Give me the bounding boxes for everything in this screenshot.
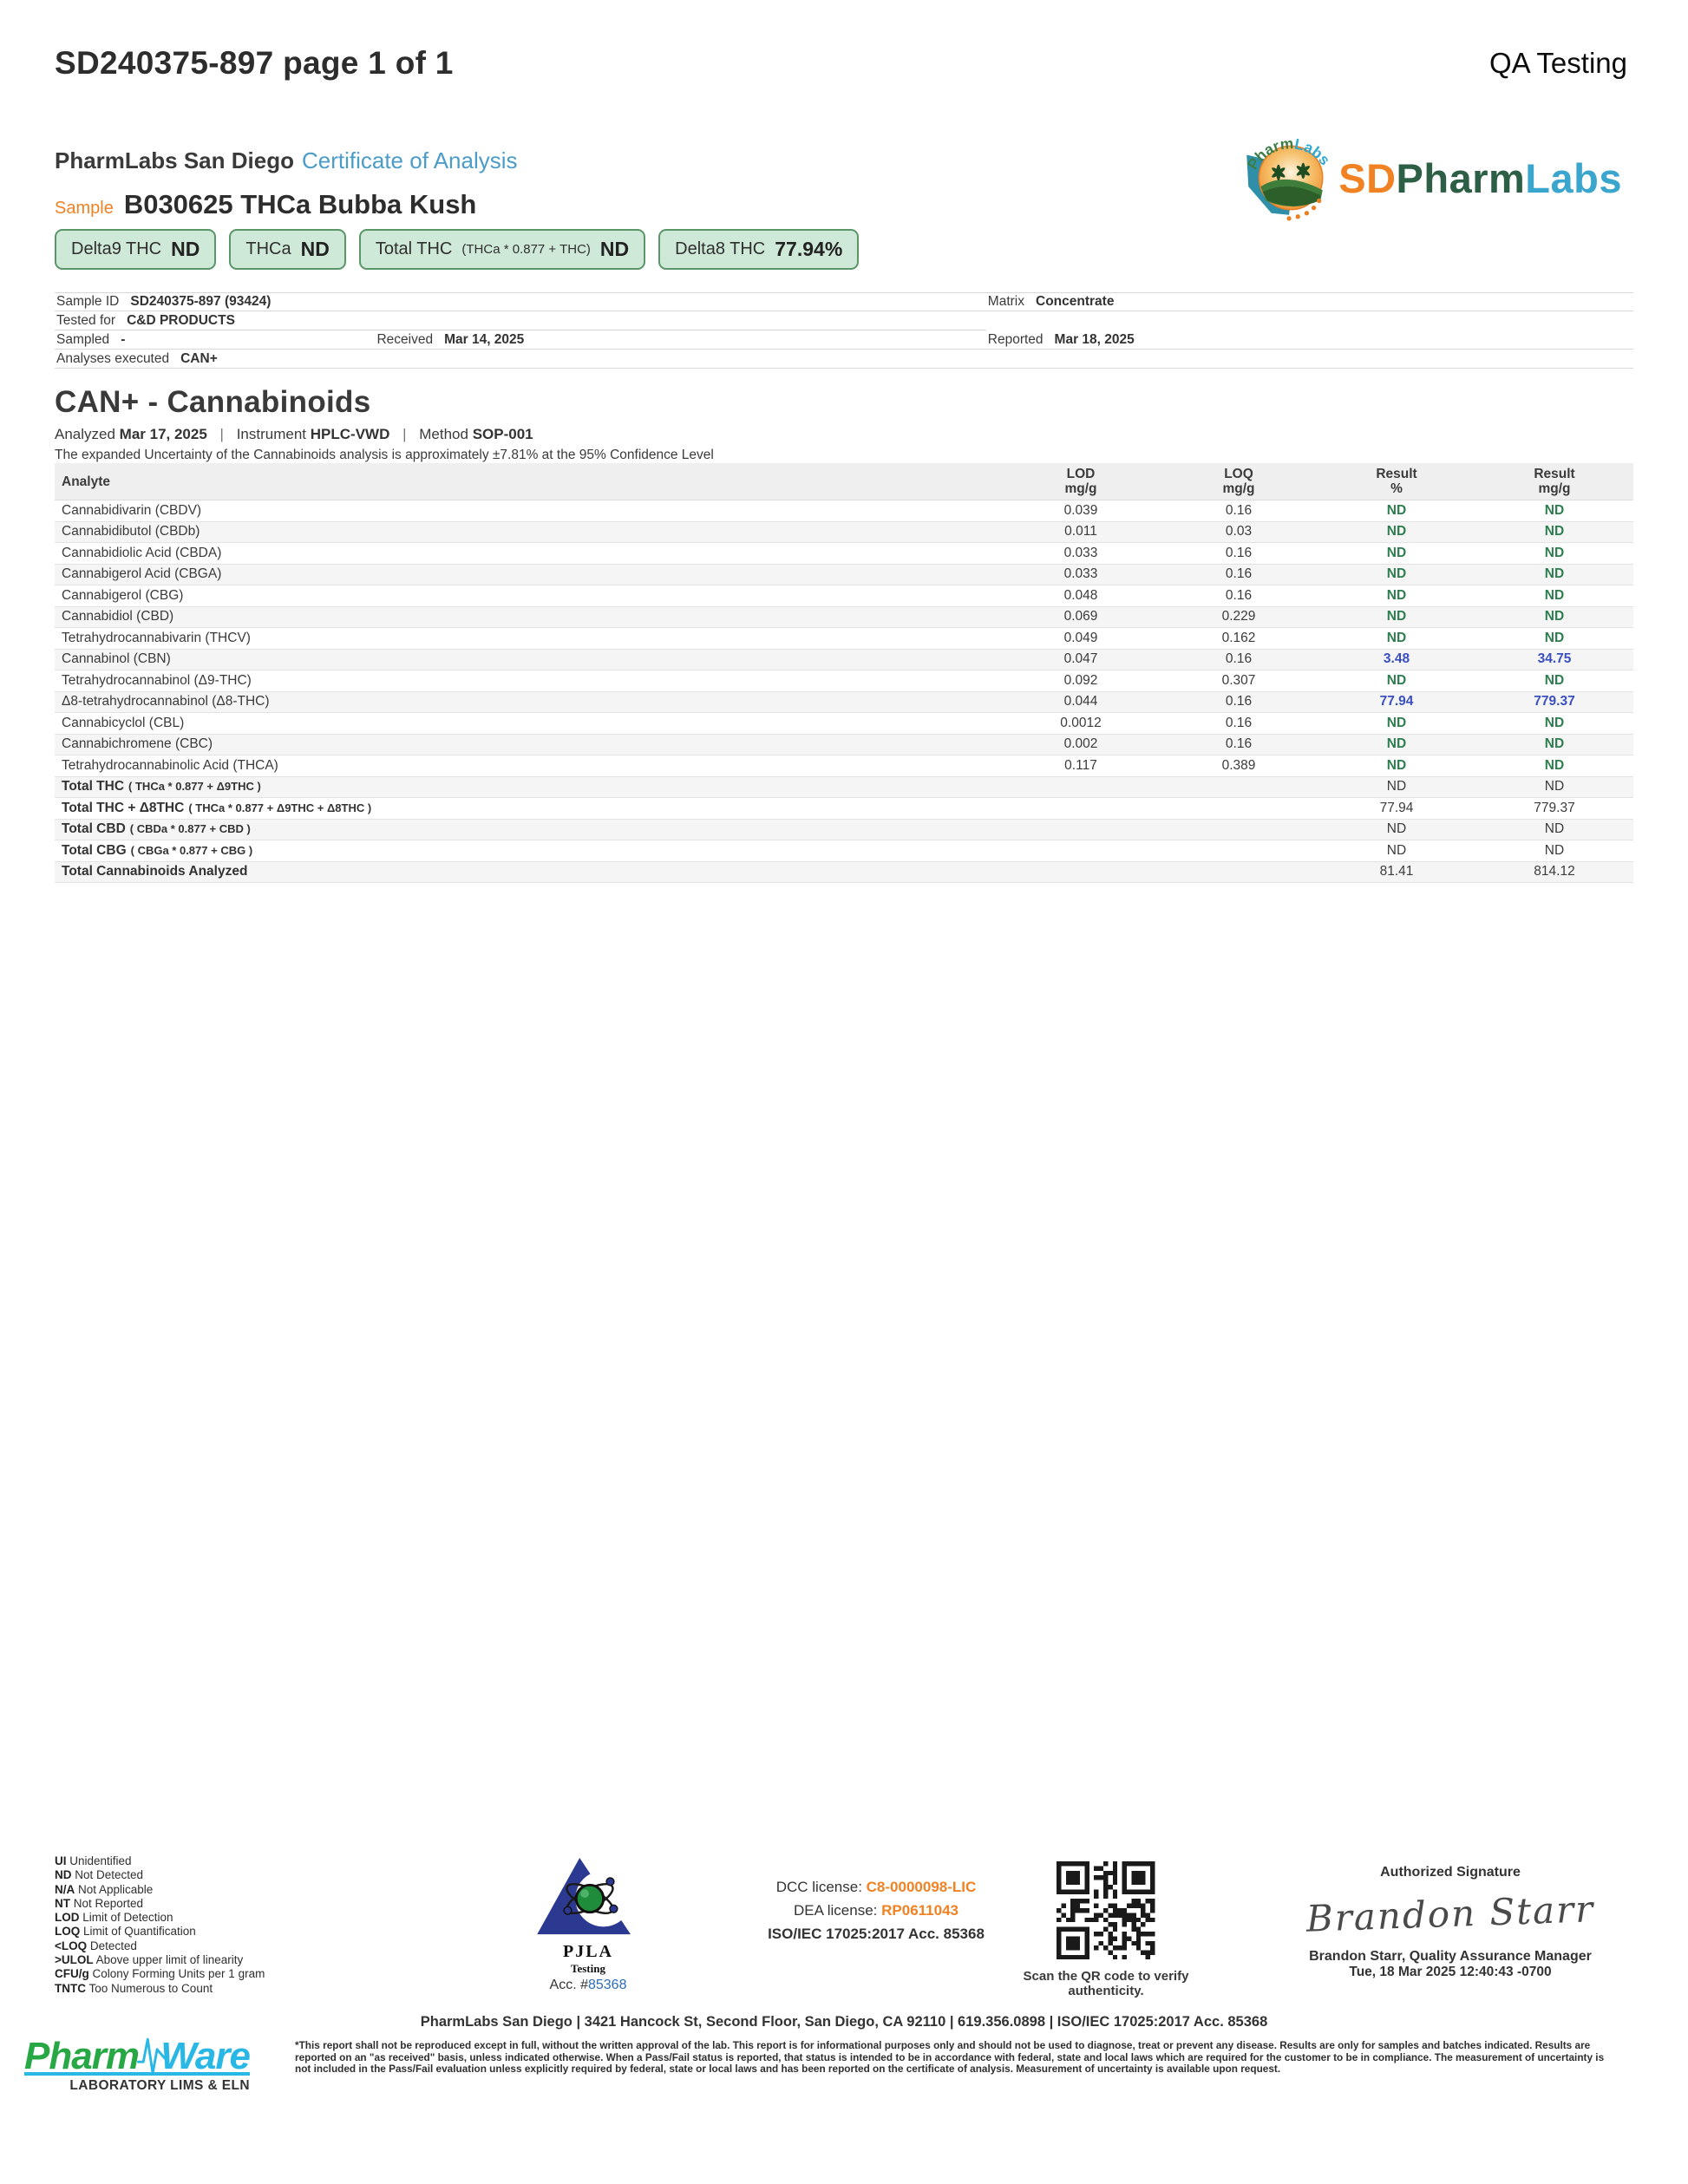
table-row — [55, 819, 1633, 840]
analyte-cell: Cannabidibutol (CBDb) — [62, 524, 200, 539]
loq-cell: 0.307 — [1221, 672, 1256, 688]
table-row — [55, 755, 1633, 777]
section-title: CAN+ - Cannabinoids — [55, 385, 371, 419]
matrix-cell: Matrix Concentrate — [986, 292, 1633, 311]
result-mgg-cell: ND — [1544, 609, 1565, 624]
analyte-cell: Δ8-tetrahydrocannabinol (Δ8-THC) — [62, 694, 270, 709]
result-mgg-cell: ND — [1544, 630, 1565, 645]
result-pct-cell: 81.41 — [1379, 864, 1414, 879]
table-row — [55, 585, 1633, 607]
table-row — [55, 649, 1633, 670]
dcc-license: DCC license: C8-0000098-LIC — [775, 1879, 977, 1895]
doc-type: Certificate of Analysis — [301, 147, 518, 173]
result-mgg-cell: ND — [1544, 524, 1565, 539]
meta-row — [55, 330, 1633, 350]
signature-datetime: Tue, 18 Mar 2025 12:40:43 -0700 — [1349, 1965, 1552, 1979]
uncertainty-note: The expanded Uncertainty of the Cannabinoids analysis is approximately ±7.81% at the 95% Confidence Level — [55, 448, 714, 462]
authorized-signature-label: Authorized Signature — [1380, 1865, 1521, 1880]
lod-cell — [1002, 798, 1160, 820]
analyte-cell: Total THC ( THCa * 0.877 + Δ9THC ) — [62, 779, 261, 794]
loq-cell — [1160, 840, 1318, 862]
lod-cell: 0.092 — [1063, 672, 1098, 688]
result-mgg-cell: ND — [1544, 821, 1565, 837]
result-pct-cell: ND — [1386, 779, 1407, 794]
table-row — [55, 713, 1633, 735]
badge-value: 77.94% — [775, 238, 843, 260]
result-pct-cell: 77.94 — [1379, 800, 1414, 815]
badge-label: Delta8 THC — [675, 239, 766, 258]
loq-cell — [1160, 798, 1318, 820]
lod-cell: 0.049 — [1063, 630, 1098, 645]
result-pct-cell: ND — [1386, 587, 1407, 603]
table-row — [55, 606, 1633, 628]
result-pct-cell: ND — [1386, 609, 1407, 624]
table-row — [55, 691, 1633, 713]
sample-name: B030625 THCa Bubba Kush — [123, 189, 477, 219]
header — [55, 45, 1627, 82]
tested-for-cell: Tested for C&D PRODUCTS — [55, 311, 986, 330]
result-mgg-cell: 34.75 — [1537, 651, 1572, 667]
result-mgg-cell: ND — [1544, 715, 1565, 730]
meta-row — [55, 350, 1633, 369]
analyte-cell: Total Cannabinoids Analyzed — [62, 864, 248, 879]
analyte-cell: Cannabigerol (CBG) — [62, 587, 184, 603]
legend-item: LOD Limit of Detection — [55, 1911, 173, 1925]
badge-value: ND — [171, 238, 200, 260]
table-row — [55, 564, 1633, 585]
result-pct-cell: ND — [1386, 566, 1407, 582]
result-mgg-cell: ND — [1544, 842, 1565, 858]
qr-section — [998, 1861, 1214, 1998]
col-lod: LOD mg/g — [1002, 463, 1160, 500]
result-mgg-cell: ND — [1544, 672, 1565, 688]
result-mgg-cell: ND — [1544, 736, 1565, 752]
analyte-cell: Tetrahydrocannabivarin (THCV) — [62, 630, 251, 645]
analyte-cell: Cannabidiolic Acid (CBDA) — [62, 545, 222, 560]
lod-cell: 0.069 — [1063, 609, 1098, 624]
table-row — [55, 734, 1633, 755]
loq-cell: 0.162 — [1221, 630, 1256, 645]
lab-address-line: PharmLabs San Diego | 3421 Hancock St, Second Floor, San Diego, CA 92110 | 619.356.0898 | ISO/IEC 17025:2017 Acc. 85368 — [420, 2014, 1268, 2030]
result-pct-cell: 3.48 — [1383, 651, 1410, 667]
badge-value: ND — [300, 238, 330, 260]
result-pct-cell: ND — [1386, 524, 1407, 539]
lod-cell: 0.044 — [1063, 694, 1098, 709]
analyses-cell: Analyses executed CAN+ — [55, 350, 1633, 369]
loq-cell: 0.16 — [1225, 694, 1253, 709]
analyte-cell: Tetrahydrocannabinolic Acid (THCA) — [62, 757, 278, 773]
table-row — [55, 500, 1633, 522]
analyte-cell: Cannabigerol Acid (CBGA) — [62, 566, 222, 582]
result-pct-cell: ND — [1386, 821, 1407, 837]
loq-cell: 0.16 — [1225, 715, 1253, 730]
report-disclaimer: *This report shall not be reproduced except in full, without the written approval of the lab. This report is for informational purposes only and should not be used to diagnose, treat or prevent any disease. Results are only for samples and batches indicated. Results are reported on an "as received" basis, unless indicated otherwise. When a Pass/Fail status is reported, that status is intended to be in accordance with federal, state and local laws which are required for the customer to be in compliance. The measurement of uncertainty is not included in the Pass/Fail evaluation unless explicitly required by federal, state or local laws and has been reported on the certificate of analysis. Measurement of uncertainty is available upon request. — [295, 2039, 1605, 2076]
result-pct-cell: ND — [1386, 715, 1407, 730]
analyte-cell: Total THC + Δ8THC ( THCa * 0.877 + Δ9THC + Δ8THC ) — [62, 800, 372, 815]
signer-name-title: Brandon Starr, Quality Assurance Manager — [1309, 1949, 1592, 1964]
legend-item: TNTC Too Numerous to Count — [55, 1981, 213, 1995]
result-pct-cell: 77.94 — [1379, 694, 1414, 709]
loq-cell: 0.16 — [1225, 587, 1253, 603]
result-pct-cell: ND — [1386, 630, 1407, 645]
result-mgg-cell: 814.12 — [1534, 864, 1575, 879]
lod-cell — [1002, 819, 1160, 840]
legend-item: LOQ Limit of Quantification — [55, 1925, 196, 1939]
legend-item: <LOQ Detected — [55, 1939, 137, 1952]
col-loq: LOQ mg/g — [1160, 463, 1318, 500]
result-mgg-cell: ND — [1544, 545, 1565, 560]
section-subline: Analyzed Mar 17, 2025 | Instrument HPLC-VWD | Method SOP-001 — [55, 426, 533, 442]
table-row — [55, 798, 1633, 820]
lod-cell: 0.033 — [1063, 566, 1098, 582]
lod-cell: 0.002 — [1063, 736, 1098, 752]
lod-cell: 0.011 — [1064, 524, 1097, 539]
loq-cell: 0.389 — [1221, 757, 1256, 773]
badge-delta8-thc — [658, 229, 859, 270]
loq-cell: 0.03 — [1225, 524, 1253, 539]
pharmware-subtitle: LABORATORY LIMS & ELN — [69, 2078, 250, 2093]
loq-cell — [1160, 861, 1318, 883]
table-row — [55, 861, 1633, 883]
table-row — [55, 521, 1633, 543]
sample-id-cell: Sample ID SD240375-897 (93424) — [55, 292, 986, 311]
sdpharmlabs-logo — [1236, 128, 1622, 227]
col-result-mgg: Result mg/g — [1475, 463, 1633, 500]
meta-row — [55, 311, 1633, 330]
loq-cell: 0.16 — [1225, 545, 1253, 560]
sample-line — [55, 189, 476, 220]
results-table — [55, 463, 1633, 883]
legend-item: NT Not Reported — [55, 1896, 144, 1910]
loq-cell — [1160, 776, 1318, 798]
col-analyte: Analyte — [55, 463, 1002, 500]
signature-block — [1268, 1865, 1632, 1980]
lab-title-line — [55, 147, 518, 174]
qa-testing-label: QA Testing — [1489, 47, 1627, 79]
table-row — [55, 628, 1633, 650]
pharmware-logo — [24, 2030, 250, 2094]
summary-badges — [55, 229, 859, 270]
table-row — [55, 776, 1633, 798]
col-result-pct: Result % — [1318, 463, 1475, 500]
pjla-name: PJLA — [563, 1942, 613, 1961]
lod-cell: 0.033 — [1063, 545, 1098, 560]
pjla-accreditation-number: Acc. #85368 — [549, 1978, 627, 1992]
badge-value: ND — [599, 238, 630, 260]
badge-formula: (THCa * 0.877 + THC) — [461, 242, 591, 257]
signature-handwriting: Brandon Starr — [1305, 1887, 1595, 1940]
badge-label: THCa — [245, 239, 291, 258]
received-cell: Received Mar 14, 2025 — [375, 330, 985, 350]
badge-thca — [229, 229, 345, 270]
loq-cell: 0.16 — [1225, 736, 1253, 752]
loq-cell: 0.16 — [1225, 651, 1253, 667]
pharmware-pharm: Pharm — [24, 2035, 139, 2077]
lod-cell — [1002, 840, 1160, 862]
pjla-logo-icon — [534, 1856, 643, 1941]
qr-code — [1057, 1861, 1155, 1959]
result-pct-cell: ND — [1386, 757, 1407, 773]
reported-cell: Reported Mar 18, 2025 — [986, 330, 1633, 350]
lod-cell: 0.048 — [1063, 587, 1098, 603]
analyte-cell: Cannabidiol (CBD) — [62, 609, 174, 624]
svg-text:PharmLabs: PharmLabs — [1243, 134, 1334, 173]
analyte-cell: Total CBG ( CBGa * 0.877 + CBG ) — [62, 842, 253, 858]
lab-name: PharmLabs San Diego — [55, 147, 294, 173]
badge-label: Delta9 THC — [71, 239, 162, 258]
sample-meta — [55, 292, 1633, 369]
result-mgg-cell: ND — [1544, 566, 1565, 582]
result-mgg-cell: ND — [1544, 502, 1565, 518]
meta-row — [55, 292, 1633, 311]
qr-caption: Scan the QR code to verify authenticity. — [1023, 1969, 1189, 1999]
analyte-cell: Cannabichromene (CBC) — [62, 736, 213, 752]
loq-cell: 0.16 — [1225, 502, 1253, 518]
lod-cell — [1002, 776, 1160, 798]
analyte-cell: Cannabidivarin (CBDV) — [62, 502, 202, 518]
result-mgg-cell: 779.37 — [1534, 694, 1575, 709]
lod-cell: 0.0012 — [1060, 715, 1102, 730]
table-row — [55, 670, 1633, 692]
badge-label: Total THC — [375, 239, 453, 258]
loq-cell: 0.16 — [1225, 566, 1253, 582]
page-title: SD240375-897 page 1 of 1 — [55, 45, 454, 81]
loq-cell: 0.229 — [1221, 609, 1256, 624]
result-pct-cell: ND — [1386, 502, 1407, 518]
table-row — [55, 840, 1633, 862]
iso-accreditation: ISO/IEC 17025:2017 Acc. 85368 — [768, 1926, 985, 1942]
legend-item: N/A Not Applicable — [55, 1882, 154, 1896]
analyte-cell: Tetrahydrocannabinol (Δ9-THC) — [62, 672, 252, 688]
legend-item: CFU/g Colony Forming Units per 1 gram — [55, 1967, 265, 1981]
result-mgg-cell: 779.37 — [1534, 800, 1575, 815]
analyte-cell: Cannabinol (CBN) — [62, 651, 171, 667]
badge-total-thc — [359, 229, 645, 270]
pjla-accreditation — [501, 1856, 675, 1993]
result-pct-cell: ND — [1386, 545, 1407, 560]
lod-cell: 0.117 — [1064, 757, 1097, 773]
results-header-row — [55, 463, 1633, 500]
license-block — [720, 1875, 1032, 1945]
lod-cell: 0.047 — [1063, 651, 1098, 667]
legend-item: UI Unidentified — [55, 1854, 132, 1867]
sampled-cell: Sampled - — [55, 330, 375, 350]
result-pct-cell: ND — [1386, 842, 1407, 858]
lod-cell: 0.039 — [1063, 502, 1098, 518]
pharmware-ware: Ware — [160, 2035, 250, 2077]
loq-cell — [1160, 819, 1318, 840]
legend-item: ND Not Detected — [55, 1868, 144, 1882]
badge-delta9-thc — [55, 229, 216, 270]
sample-label: Sample — [55, 199, 114, 218]
cannabinoids-section-header — [55, 385, 1633, 463]
result-pct-cell: ND — [1386, 672, 1407, 688]
pjla-sub: Testing — [571, 1962, 605, 1975]
result-mgg-cell: ND — [1544, 587, 1565, 603]
table-row — [55, 543, 1633, 565]
lod-cell — [1002, 861, 1160, 883]
sdpharmlabs-wordmark: SDPharmLabs — [1338, 154, 1622, 201]
result-mgg-cell: ND — [1544, 779, 1565, 794]
result-pct-cell: ND — [1386, 736, 1407, 752]
analyte-cell: Cannabicyclol (CBL) — [62, 715, 185, 730]
result-mgg-cell: ND — [1544, 757, 1565, 773]
pharmlabs-emblem-icon — [1236, 128, 1335, 227]
dea-license: DEA license: RP0611043 — [794, 1902, 958, 1919]
legend-item: >ULOL Above upper limit of linearity — [55, 1953, 244, 1967]
abbreviation-legend — [55, 1854, 265, 1996]
analyte-cell: Total CBD ( CBDa * 0.877 + CBD ) — [62, 821, 251, 837]
